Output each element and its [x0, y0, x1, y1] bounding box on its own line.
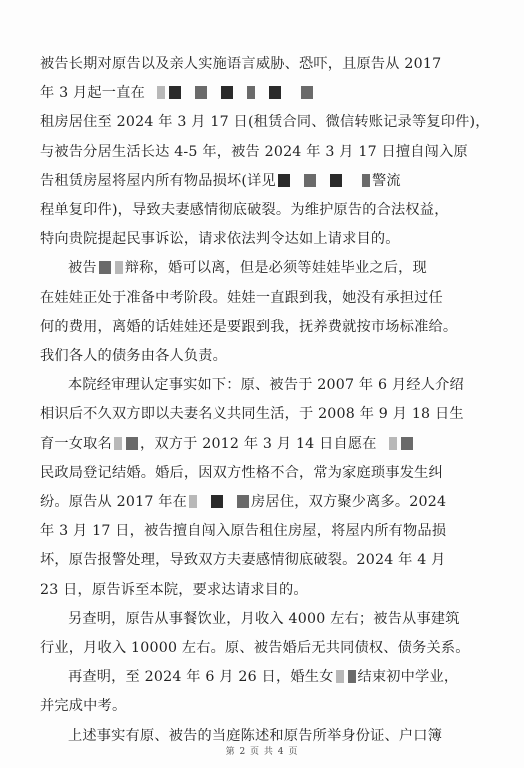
redaction-block [401, 437, 413, 450]
paragraph-income-findings [40, 605, 496, 663]
text-line: 民政局登记结婚。婚后，因双方性格不合，常为家庭琐事发生纠 [40, 464, 443, 481]
text-line: 23 日，原告诉至本院，要求达请求目的。 [40, 581, 308, 598]
page-number: 第 2 页 共 4 页 [225, 747, 299, 757]
redaction-block [348, 670, 356, 683]
redaction-block [278, 174, 290, 187]
text-line: 程单复印件)，导致夫妻感情彻底破裂。为维护原告的合法权益， [40, 202, 449, 219]
redaction-block [269, 86, 281, 99]
paragraph-court-findings [40, 371, 496, 605]
redaction-block [389, 437, 397, 450]
text-line: 在娃娃正处于准备中考阶段。娃娃一直跟到我，她没有承担过任 [40, 289, 443, 306]
text-line: 纷。原告从 2017 年在 [40, 494, 188, 511]
redaction-block [169, 86, 181, 99]
redaction-block [336, 670, 344, 683]
text-line: 并完成中考。 [40, 698, 127, 715]
redaction-block [301, 86, 313, 99]
text-line: 上述事实有原、被告的当庭陈述和原告所举身份证、户口簿 [68, 727, 443, 744]
redaction-block [330, 174, 342, 187]
text-line: 我们各人的债务由各人负责。 [40, 348, 228, 365]
paragraph-defendant-response [40, 254, 496, 371]
redaction-block [114, 437, 122, 450]
text-line: 坏，原告报警处理，导致双方夫妻感情彻底破裂。2024 年 4 月 [40, 552, 446, 569]
text-line: 年 3 月 17 日，被告擅自闯入原告租住房屋，将屋内所有物品损 [40, 523, 447, 540]
text-line: 另查明，原告从事餐饮业，月收入 4000 左右；被告从事建筑 [68, 610, 460, 627]
redaction-block [211, 495, 223, 508]
text-line: 相识后不久双方即以夫妻名义共同生活，于 2008 年 9 月 18 日生 [40, 406, 464, 423]
text-line: 警流 [371, 172, 401, 189]
text-line: 结束初中学业， [357, 669, 459, 686]
text-line: 行业，月收入 10000 左右。原、被告婚后无共同债权、债务关系。 [40, 640, 470, 657]
redaction-block [304, 174, 316, 187]
text-line: 育一女取名 [40, 435, 112, 452]
redaction-block [126, 437, 138, 450]
text-line: 被告长期对原告以及亲人实施语言威胁、恐吓，且原告从 2017 [40, 56, 442, 72]
text-line: 本院经审理认定事实如下：原、被告于 2007 年 6 月经人介绍 [68, 377, 464, 394]
redaction-block [195, 86, 207, 99]
text-line: 辩称，婚可以离，但是必须等娃娃毕业之后，现 [124, 260, 427, 277]
text-line: ，双方于 2012 年 3 月 14 日自愿在 [139, 435, 377, 452]
redaction-block [221, 86, 233, 99]
paragraph-child-findings [40, 663, 496, 721]
text-line: 何的费用，离婚的话娃娃还是要跟到我，抚养费就按市场标准给。 [40, 318, 458, 335]
text-line: 与被告分居生活长达 4-5 年，被告 2024 年 3 月 17 日擅自闯入原 [40, 143, 468, 160]
redaction-block [362, 174, 370, 187]
paragraph-plaintiff-claims [40, 50, 496, 254]
text-line: 被告 [68, 260, 97, 277]
redaction-block [237, 495, 249, 508]
text-line: 租房居住至 2024 年 3 月 17 日(租赁合同、微信转账记录等复印件)， [40, 114, 490, 131]
text-line: 告租赁房屋将屋内所有物品损坏(详见 [40, 172, 276, 189]
text-line: 再查明，至 2024 年 6 月 26 日，婚生女 [68, 669, 334, 686]
redaction-block [99, 261, 111, 274]
text-line: 特向贵院提起民事诉讼，请求依法判令达如上请求目的。 [40, 231, 400, 248]
text-line: 年 3 月起一直在 [40, 85, 145, 102]
redaction-block [189, 495, 197, 508]
redaction-block [115, 261, 123, 274]
text-line: 房居住，双方聚少离多。2024 [251, 494, 447, 511]
document-body [40, 50, 496, 751]
redaction-block [247, 86, 255, 99]
redaction-block [157, 86, 165, 99]
